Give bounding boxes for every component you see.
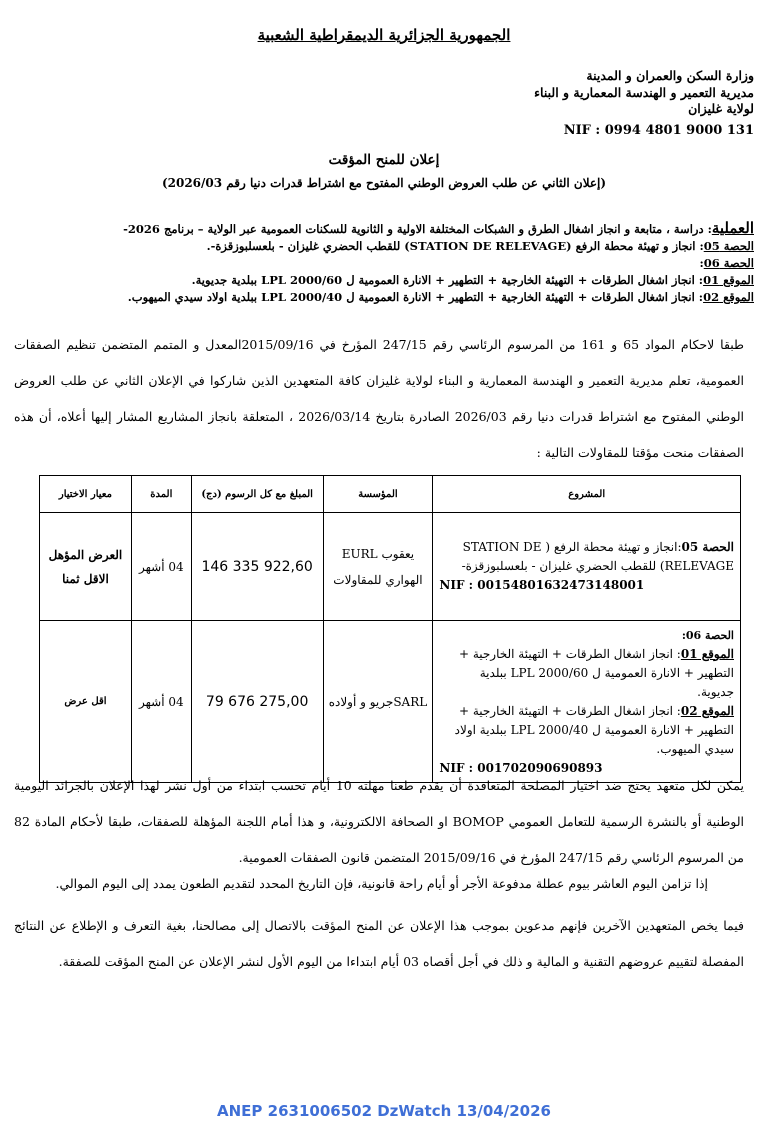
operation-line bbox=[14, 220, 754, 238]
header-company: المؤسسة bbox=[323, 476, 433, 513]
lot-label: الحصة 06: bbox=[681, 628, 734, 642]
project-description bbox=[439, 538, 734, 576]
site01-line bbox=[14, 272, 754, 289]
footer-reference: ANEP 2631006502 DzWatch 13/04/2026 bbox=[217, 1102, 551, 1120]
site01-text: : انجاز اشغال الطرقات + التهيئة الخارجية + التطهير + الانارة العمومية ل LPL 2000/60 ببلدية جديوية. bbox=[191, 273, 704, 287]
amount-cell: 79 676 275,00 bbox=[191, 621, 323, 783]
site02-line bbox=[14, 289, 754, 306]
directorate-line: مديرية التعمير و الهندسة المعمارية و البناء bbox=[534, 84, 754, 100]
legal-paragraph: طبقا لاحكام المواد 65 و 161 من المرسوم الرئاسي رقم 247/15 المؤرخ في 2015/09/16المعدل و المتمم المتضمن تنظيم الصفقات العمومية، تعلم مديرية التعمير و الهندسة المعمارية و البناء لولاية غليزان كافة المتعهدين الذين شاركوا في الإعلان الثاني عن طلب العروض الوطني المفتوح مع اشتراط قدرات دنيا رقم 2026/03 الصادرة بتاريخ 2026/03/14 ، المتعلقة بانجاز المشاريع المشار إليها أعلاه، أن هذه الصفقات منحت مؤقتا للمقاولات التالية : bbox=[14, 337, 745, 460]
header-criterion: معيار الاختيار bbox=[40, 476, 132, 513]
criterion-cell: العرض المؤهل الاقل ثمنا bbox=[40, 513, 132, 621]
appeal-paragraph: يمكن لكل متعهد يحتج ضد اختيار المصلحة المتعاقدة أن يقدم طعنا مهلته 10 أيام تحسب ابتداء من أول نشر لهذا الإعلان بالجرائد اليومية الوطنية أو بالنشرة الرسمية للتعامل العمومي BOMOP او الصحافة الالكترونية، و هذا أمام اللجنة المؤهلة للصفقات، طبقا لأحكام المادة 82 من المرسوم الرئاسي رقم 247/15 المؤرخ في 2015/09/16 المتضمن قانون الصفقات العمومية. bbox=[14, 778, 745, 865]
site01-text: : انجاز اشغال الطرقات + التهيئة الخارجية + التطهير + الانارة العمومية ل LPL 2000/60 ببلدية جديوية. bbox=[458, 646, 734, 699]
lot05-label: الحصة 05 bbox=[703, 239, 754, 253]
announcement-subtitle: (إعلان الثاني عن طلب العروض الوطني المفتوح مع اشتراط قدرات دنيا رقم 2026/03) bbox=[161, 176, 607, 190]
duration-cell: 04 أشهر bbox=[131, 513, 191, 621]
project-nif: NIF : 001702090690893 bbox=[439, 760, 603, 775]
company-cell: SARLجريو و أولاده bbox=[323, 621, 433, 783]
amount-cell: 146 335 922,60 bbox=[191, 513, 323, 621]
lot05-line bbox=[14, 238, 754, 255]
lot05-text: : انجاز و تهيئة محطة الرفع (STATION DE RELEVAGE) للقطب الحضري غليزان - بلعسلبوزقزة-. bbox=[206, 239, 704, 253]
header-amount: المبلغ مع كل الرسوم (دج) bbox=[191, 476, 323, 513]
lot-label: الحصة 05 bbox=[681, 540, 734, 554]
operation-block bbox=[14, 220, 754, 306]
ministry-line: وزارة السكن والعمران و المدينة bbox=[586, 68, 754, 83]
duration-cell: 04 أشهر bbox=[131, 621, 191, 783]
project-text: :انجاز و تهيئة محطة الرفع ( STATION DE RELEVAGE) للقطب الحضري غليزان - بلعسلبوزقزة- bbox=[461, 540, 734, 573]
operation-label: العملية bbox=[711, 219, 754, 237]
site01-description bbox=[439, 645, 734, 702]
lot06-line: الحصة 06: bbox=[699, 256, 754, 270]
table-row bbox=[40, 513, 741, 621]
awards-table bbox=[39, 475, 741, 783]
operation-text: : دراسة ، متابعة و انجاز اشغال الطرق و الشبكات المختلفة الاولية و الثانوية للسكنات العمومية عبر الولاية – برنامج 2026- bbox=[123, 222, 712, 236]
site01-label: الموقع 01 bbox=[703, 273, 754, 287]
site02-text: : انجاز اشغال الطرقات + التهيئة الخارجية + التطهير + الانارة العمومية ل LPL 2000/40 ببلدية اولاد سيدي الميهوب. bbox=[127, 290, 704, 304]
site02-text: : انجاز اشغال الطرقات + التهيئة الخارجية + التطهير + الانارة العمومية ل LPL 2000/40 ببلدية اولاد سيدي الميهوب. bbox=[454, 703, 734, 756]
site02-description bbox=[439, 702, 734, 759]
other-bidders-paragraph: فيما يخص المتعهدين الآخرين فإنهم مدعوين بموجب هذا الإعلان عن المنح المؤقت بالاتصال إلى مصالحنا، بغية التعرف و الإطلاع عن النتائج المفصلة لتقييم عروضهم التقنية و المالية و ذلك في أجل أقصاه 03 أيام ابتداءا من اليوم الأول لنشر الإعلان عن المنح المؤقت للصفقة. bbox=[14, 918, 744, 969]
holiday-paragraph: إذا تزامن اليوم العاشر بيوم عطلة مدفوعة الأجر أو أيام راحة قانونية، فإن التاريخ المحدد لتقديم الطعون يمدد إلى اليوم الموالي. bbox=[55, 876, 708, 891]
project-nif: NIF : 00154801632473148001 bbox=[439, 578, 645, 592]
announcement-title: إعلان للمنح المؤقت bbox=[328, 152, 440, 168]
header-project: المشروع bbox=[433, 476, 741, 513]
site02-label: الموقع 02 bbox=[680, 703, 734, 718]
wilaya-line: لولاية غليزان bbox=[688, 101, 754, 116]
site02-label: الموقع 02 bbox=[703, 290, 754, 304]
nif-header: NIF : 0994 4801 9000 131 bbox=[563, 123, 754, 138]
company-cell: يعقوب EURL الهواري للمقاولات bbox=[323, 513, 433, 621]
project-cell bbox=[433, 621, 741, 783]
lot06-label: الحصة 06 bbox=[703, 256, 754, 270]
criterion-cell: اقل عرض bbox=[40, 621, 132, 783]
header-duration: المدة bbox=[131, 476, 191, 513]
table-header-row bbox=[40, 476, 741, 513]
project-cell bbox=[433, 513, 741, 621]
republic-header: الجمهورية الجزائرية الديمقراطية الشعبية bbox=[257, 26, 511, 44]
table-row bbox=[40, 621, 741, 783]
site01-label: الموقع 01 bbox=[680, 646, 734, 661]
ministry-block bbox=[254, 68, 754, 118]
